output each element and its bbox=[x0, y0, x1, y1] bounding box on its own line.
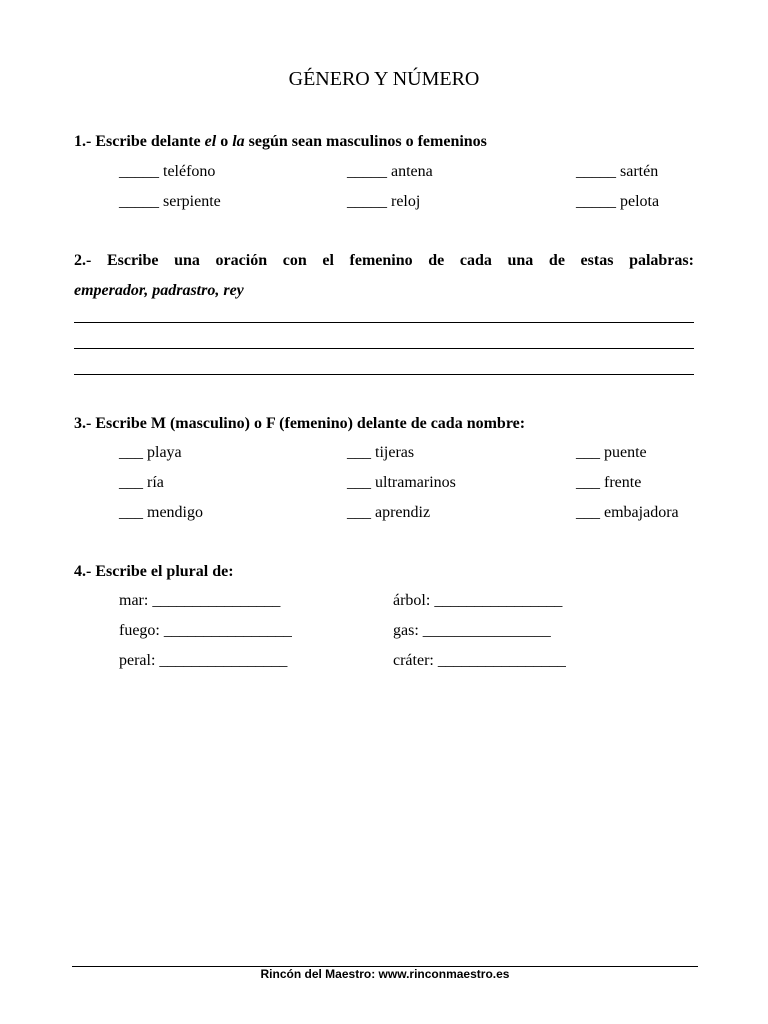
q2-word: oración bbox=[215, 252, 268, 269]
q1-item: _____ reloj bbox=[347, 193, 421, 210]
answer-line[interactable] bbox=[74, 322, 694, 323]
question-2-heading bbox=[74, 252, 694, 270]
page-title: GÉNERO Y NÚMERO bbox=[288, 68, 480, 90]
q1-item: _____ serpiente bbox=[119, 193, 221, 210]
q2-word: 2.- bbox=[74, 252, 92, 269]
q3-item: ___ frente bbox=[576, 474, 642, 491]
q2-word: una bbox=[174, 252, 200, 269]
q4-item: árbol: ________________ bbox=[393, 592, 563, 609]
q4-item: gas: ________________ bbox=[393, 622, 551, 639]
q2-word: palabras: bbox=[629, 252, 694, 269]
question-1-la: la bbox=[232, 133, 245, 150]
q3-item: ___ playa bbox=[119, 444, 182, 461]
question-3-heading: 3.- Escribe M (masculino) o F (femenino) delante de cada nombre: bbox=[74, 415, 526, 432]
q3-item: ___ ultramarinos bbox=[347, 474, 456, 491]
q2-word: con bbox=[282, 252, 307, 269]
q2-word: estas bbox=[580, 252, 614, 269]
q1-item: _____ teléfono bbox=[119, 163, 216, 180]
q3-item: ___ tijeras bbox=[347, 444, 415, 461]
q3-item: ___ ría bbox=[119, 474, 164, 491]
q3-item: ___ puente bbox=[576, 444, 647, 461]
q2-word: de bbox=[548, 252, 565, 269]
q2-word: femenino bbox=[349, 252, 413, 269]
footer-text: Rincón del Maestro: www.rinconmaestro.es bbox=[260, 967, 510, 981]
q2-word: el bbox=[322, 252, 334, 269]
question-1-text-post: según sean masculinos o femeninos bbox=[244, 133, 487, 150]
q4-item: mar: ________________ bbox=[119, 592, 281, 609]
question-1-el: el bbox=[204, 133, 217, 150]
q2-word: de bbox=[428, 252, 445, 269]
answer-line[interactable] bbox=[74, 348, 694, 349]
q2-word: cada bbox=[459, 252, 492, 269]
question-1-text-pre: Escribe delante bbox=[91, 133, 205, 150]
question-1-heading bbox=[74, 133, 487, 151]
q4-item: fuego: ________________ bbox=[119, 622, 292, 639]
question-1-number: 1.- bbox=[74, 133, 92, 150]
q1-item: _____ sartén bbox=[576, 163, 659, 180]
question-1-text-mid: o bbox=[216, 133, 233, 150]
q3-item: ___ aprendiz bbox=[347, 504, 431, 521]
question-4-heading: 4.- Escribe el plural de: bbox=[74, 563, 234, 580]
q1-item: _____ pelota bbox=[576, 193, 660, 210]
q2-word: Escribe bbox=[106, 252, 159, 269]
answer-line[interactable] bbox=[74, 374, 694, 375]
q4-item: cráter: ________________ bbox=[393, 652, 566, 669]
question-2-words: emperador, padrastro, rey bbox=[74, 282, 244, 299]
q3-item: ___ embajadora bbox=[576, 504, 679, 521]
q2-word: una bbox=[507, 252, 534, 269]
q1-item: _____ antena bbox=[347, 163, 433, 180]
q4-item: peral: ________________ bbox=[119, 652, 288, 669]
q3-item: ___ mendigo bbox=[119, 504, 203, 521]
